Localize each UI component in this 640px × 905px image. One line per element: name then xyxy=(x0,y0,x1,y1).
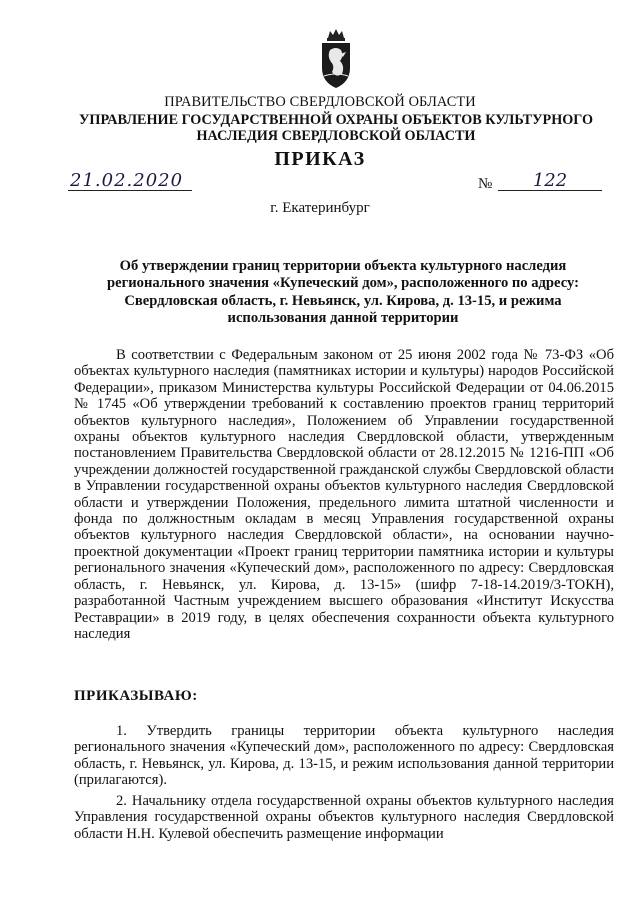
department-name: УПРАВЛЕНИЕ ГОСУДАРСТВЕННОЙ ОХРАНЫ ОБЪЕКТОВ КУЛЬТУРНОГО НАСЛЕДИЯ СВЕРДЛОВСКОЙ ОБЛАСТИ xyxy=(79,112,593,144)
order-item-1: 1. Утвердить границы территории объекта культурного наследия регионального значения «Купеческий дом», расположенного по адресу: Свердловская область, г. Невьянск, ул. Кирова, д. 13-15, и режим использования данной территории (прилагаются). xyxy=(74,723,614,789)
document-type-title: ПРИКАЗ xyxy=(274,148,366,170)
government-name: ПРАВИТЕЛЬСТВО СВЕРДЛОВСКОЙ ОБЛАСТИ xyxy=(164,94,476,110)
number-sign: № xyxy=(478,176,493,192)
order-date: 21.02.2020 xyxy=(68,172,192,191)
order-number: 122 xyxy=(498,172,602,191)
order-heading: ПРИКАЗЫВАЮ: xyxy=(74,688,198,704)
order-subject: Об утверждении границ территории объекта культурного наследия регионального значения «Купеческий дом», расположенного по адресу: Свердловская область, г. Невьянск, ул. Кирова, д. 13-15, и режима использования данной территории xyxy=(107,258,579,327)
preamble-paragraph: В соответствии с Федеральным законом от 25 июня 2002 года № 73-ФЗ «Об объектах культурного наследия (памятниках истории и культуры) народов Российской Федерации», приказом Министерства культуры Российской Федерации от 04.06.2015 № 1745 «Об утверждении требований к составлению проектов границ территорий объектов культурного наследия», Положением об Управлении государственной охраны объектов культурного наследия Свердловской области, утвержденным постановлением Правительства Свердловской области от 28.12.2015 № 1216-ПП «Об учреждении должностей государственной гражданской службы Свердловской области в Управлении государственной охраны объектов культурного наследия Свердловской области и утверждении Положения, предельного лимита штатной численности и фонда по должностным окладам в месяц Управления государственной охраны объектов культурного наследия Свердловской области», на основании научно-проектной документации «Проект границ территории памятника истории и культуры регионального значения «Купеческий дом», расположенного по адресу: Свердловская область, г. Невьянск, ул. Кирова, д. 13-15» (шифр 7-18-14.2019/3-ТОКН), разработанной Частным учреждением высшего образования «Институт Искусства Реставрации» в 2019 году, в целях обеспечения сохранности объекта культурного наследия xyxy=(74,347,614,642)
city-line: г. Екатеринбург xyxy=(270,200,370,216)
order-item-2: 2. Начальнику отдела государственной охраны объектов культурного наследия Управления государственной охраны объектов культурного наследия Свердловской области Н.Н. Кулевой обеспечить размещение информации xyxy=(74,793,614,842)
coat-of-arms-icon xyxy=(316,28,356,90)
